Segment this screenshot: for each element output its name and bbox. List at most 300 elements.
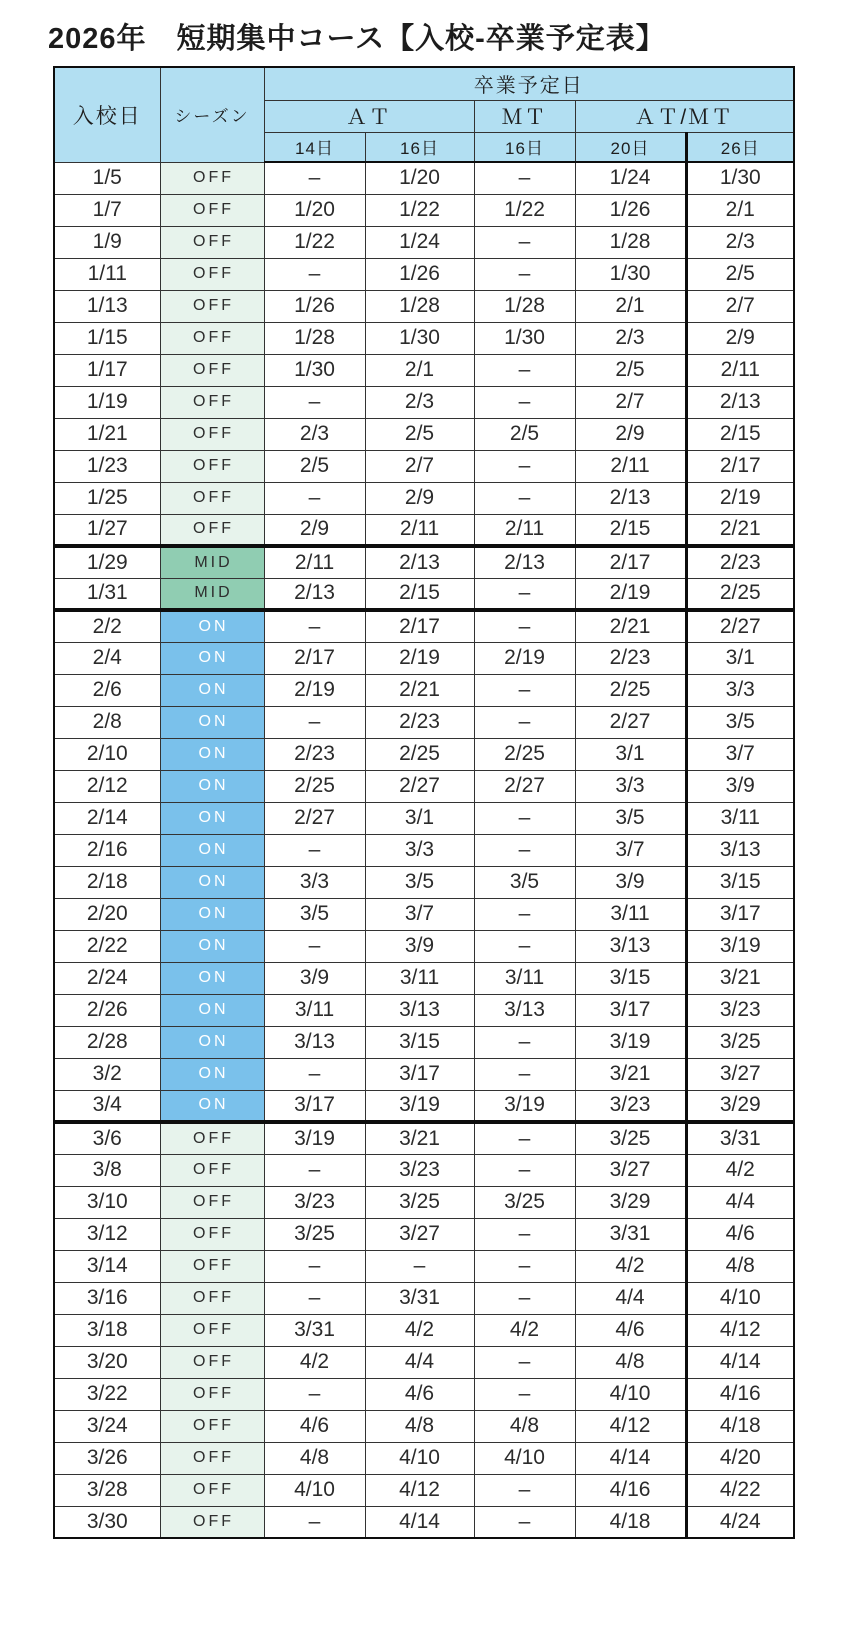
grad-date-cell: 2/3 — [365, 386, 474, 418]
grad-date-cell: – — [264, 930, 365, 962]
grad-date-cell: 2/23 — [365, 706, 474, 738]
grad-date-cell: 3/31 — [575, 1218, 686, 1250]
grad-date-cell: 2/19 — [575, 578, 686, 610]
season-cell: OFF — [160, 514, 264, 546]
grad-date-cell: 3/27 — [686, 1058, 794, 1090]
entry-date-cell: 3/6 — [54, 1122, 160, 1154]
grad-date-cell: 4/24 — [686, 1506, 794, 1538]
grad-date-cell: 2/9 — [575, 418, 686, 450]
season-cell: OFF — [160, 1154, 264, 1186]
entry-date-cell: 3/2 — [54, 1058, 160, 1090]
grad-date-cell: 3/31 — [686, 1122, 794, 1154]
grad-date-cell: 2/19 — [264, 674, 365, 706]
grad-date-cell: 3/3 — [686, 674, 794, 706]
entry-date-cell: 2/28 — [54, 1026, 160, 1058]
grad-date-cell: 1/28 — [365, 290, 474, 322]
entry-date-cell: 3/14 — [54, 1250, 160, 1282]
grad-date-cell: 4/22 — [686, 1474, 794, 1506]
schedule-row — [54, 354, 794, 386]
grad-date-cell: 4/14 — [575, 1442, 686, 1474]
grad-date-cell: 1/30 — [264, 354, 365, 386]
grad-date-cell: 2/23 — [686, 546, 794, 578]
grad-date-cell: 2/25 — [686, 578, 794, 610]
grad-date-cell: 4/12 — [365, 1474, 474, 1506]
table-body — [54, 162, 794, 1538]
grad-date-cell: 4/14 — [365, 1506, 474, 1538]
grad-date-cell: 1/20 — [365, 162, 474, 194]
grad-date-cell: 2/19 — [686, 482, 794, 514]
entry-date-cell: 3/24 — [54, 1410, 160, 1442]
grad-date-cell: 4/8 — [264, 1442, 365, 1474]
grad-date-cell: 4/8 — [474, 1410, 575, 1442]
grad-date-cell: 4/2 — [575, 1250, 686, 1282]
season-cell: OFF — [160, 450, 264, 482]
grad-date-cell: 3/3 — [365, 834, 474, 866]
grad-date-cell: 3/17 — [686, 898, 794, 930]
grad-date-cell: 2/3 — [686, 226, 794, 258]
grad-date-cell: – — [264, 1282, 365, 1314]
schedule-row — [54, 642, 794, 674]
grad-date-cell: 3/5 — [575, 802, 686, 834]
grad-date-cell: – — [474, 610, 575, 642]
grad-date-cell: 3/19 — [365, 1090, 474, 1122]
grad-date-cell: 3/5 — [264, 898, 365, 930]
schedule-row — [54, 738, 794, 770]
season-cell: OFF — [160, 322, 264, 354]
grad-date-cell: 4/18 — [575, 1506, 686, 1538]
grad-date-cell: 3/23 — [686, 994, 794, 1026]
schedule-row — [54, 1154, 794, 1186]
grad-date-cell: 3/11 — [264, 994, 365, 1026]
grad-date-cell: – — [264, 386, 365, 418]
grad-date-cell: 3/5 — [474, 866, 575, 898]
entry-date-cell: 1/29 — [54, 546, 160, 578]
season-cell: ON — [160, 1058, 264, 1090]
schedule-row — [54, 674, 794, 706]
season-cell: OFF — [160, 386, 264, 418]
grad-date-cell: 2/13 — [365, 546, 474, 578]
grad-date-cell: 2/17 — [365, 610, 474, 642]
grad-date-cell: – — [474, 482, 575, 514]
schedule-row — [54, 1314, 794, 1346]
grad-date-cell: 3/31 — [264, 1314, 365, 1346]
grad-date-cell: 2/25 — [365, 738, 474, 770]
grad-date-cell: 3/15 — [365, 1026, 474, 1058]
grad-date-cell: 4/20 — [686, 1442, 794, 1474]
grad-date-cell: 4/8 — [365, 1410, 474, 1442]
grad-date-cell: 2/13 — [686, 386, 794, 418]
col-header-at-14days: 14日 — [264, 132, 365, 162]
grad-date-cell: 3/25 — [575, 1122, 686, 1154]
grad-date-cell: 3/25 — [686, 1026, 794, 1058]
season-cell: ON — [160, 866, 264, 898]
grad-date-cell: 4/6 — [575, 1314, 686, 1346]
entry-date-cell: 2/26 — [54, 994, 160, 1026]
grad-date-cell: 2/1 — [686, 194, 794, 226]
grad-date-cell: – — [264, 1058, 365, 1090]
grad-date-cell: 4/2 — [686, 1154, 794, 1186]
grad-date-cell: 2/21 — [575, 610, 686, 642]
entry-date-cell: 2/4 — [54, 642, 160, 674]
entry-date-cell: 2/14 — [54, 802, 160, 834]
season-cell: ON — [160, 610, 264, 642]
grad-date-cell: – — [264, 1250, 365, 1282]
season-cell: ON — [160, 674, 264, 706]
entry-date-cell: 1/15 — [54, 322, 160, 354]
grad-date-cell: 2/9 — [365, 482, 474, 514]
entry-date-cell: 1/7 — [54, 194, 160, 226]
schedule-row — [54, 1346, 794, 1378]
grad-date-cell: 1/22 — [474, 194, 575, 226]
grad-date-cell: 1/30 — [474, 322, 575, 354]
entry-date-cell: 3/4 — [54, 1090, 160, 1122]
grad-date-cell: 1/26 — [264, 290, 365, 322]
col-header-atmt-20days: 20日 — [575, 132, 686, 162]
grad-date-cell: 1/24 — [575, 162, 686, 194]
grad-date-cell: 2/5 — [264, 450, 365, 482]
grad-date-cell: – — [264, 706, 365, 738]
grad-date-cell: 2/13 — [575, 482, 686, 514]
grad-date-cell: 2/5 — [365, 418, 474, 450]
grad-date-cell: 2/5 — [575, 354, 686, 386]
season-cell: OFF — [160, 354, 264, 386]
schedule-row — [54, 1442, 794, 1474]
grad-date-cell: – — [474, 1378, 575, 1410]
grad-date-cell: 1/24 — [365, 226, 474, 258]
entry-date-cell: 3/28 — [54, 1474, 160, 1506]
schedule-row — [54, 322, 794, 354]
schedule-row — [54, 802, 794, 834]
schedule-row — [54, 290, 794, 322]
grad-date-cell: 4/8 — [575, 1346, 686, 1378]
grad-date-cell: 3/15 — [575, 962, 686, 994]
page-title: 2026年 短期集中コース【入校-卒業予定表】 — [48, 23, 666, 55]
grad-date-cell: – — [474, 706, 575, 738]
grad-date-cell: 3/13 — [575, 930, 686, 962]
grad-date-cell: 3/21 — [686, 962, 794, 994]
season-cell: ON — [160, 706, 264, 738]
grad-date-cell: 1/26 — [575, 194, 686, 226]
grad-date-cell: 2/3 — [264, 418, 365, 450]
grad-date-cell: 2/11 — [365, 514, 474, 546]
grad-date-cell: 3/21 — [575, 1058, 686, 1090]
entry-date-cell: 1/19 — [54, 386, 160, 418]
grad-date-cell: 3/11 — [686, 802, 794, 834]
schedule-row — [54, 1186, 794, 1218]
grad-date-cell: – — [474, 578, 575, 610]
schedule-row — [54, 1122, 794, 1154]
grad-date-cell: 2/15 — [365, 578, 474, 610]
grad-date-cell: 4/2 — [474, 1314, 575, 1346]
grad-date-cell: 2/7 — [365, 450, 474, 482]
grad-date-cell: 4/2 — [365, 1314, 474, 1346]
grad-date-cell: – — [264, 1154, 365, 1186]
entry-date-cell: 1/21 — [54, 418, 160, 450]
grad-date-cell: 4/4 — [365, 1346, 474, 1378]
grad-date-cell: 2/25 — [264, 770, 365, 802]
schedule-row — [54, 450, 794, 482]
grad-date-cell: 3/23 — [264, 1186, 365, 1218]
grad-date-cell: – — [264, 610, 365, 642]
grad-date-cell: – — [474, 834, 575, 866]
entry-date-cell: 1/31 — [54, 578, 160, 610]
grad-date-cell: 4/10 — [575, 1378, 686, 1410]
grad-date-cell: 2/11 — [474, 514, 575, 546]
grad-date-cell: 2/11 — [575, 450, 686, 482]
grad-date-cell: – — [264, 1378, 365, 1410]
grad-date-cell: – — [474, 1026, 575, 1058]
grad-date-cell: – — [264, 834, 365, 866]
grad-date-cell: 4/12 — [575, 1410, 686, 1442]
grad-date-cell: 2/23 — [575, 642, 686, 674]
grad-date-cell: 2/27 — [264, 802, 365, 834]
grad-date-cell: 4/12 — [686, 1314, 794, 1346]
grad-date-cell: 3/11 — [365, 962, 474, 994]
grad-date-cell: 1/20 — [264, 194, 365, 226]
schedule-row — [54, 578, 794, 610]
grad-date-cell: 3/31 — [365, 1282, 474, 1314]
grad-date-cell: 3/17 — [264, 1090, 365, 1122]
grad-date-cell: 2/21 — [365, 674, 474, 706]
col-header-mt-16days: 16日 — [474, 132, 575, 162]
grad-date-cell: 2/13 — [474, 546, 575, 578]
grad-date-cell: 4/6 — [686, 1218, 794, 1250]
grad-date-cell: 2/17 — [575, 546, 686, 578]
entry-date-cell: 3/22 — [54, 1378, 160, 1410]
grad-date-cell: 2/7 — [575, 386, 686, 418]
grad-date-cell: 3/7 — [575, 834, 686, 866]
grad-date-cell: – — [474, 802, 575, 834]
grad-date-cell: 2/25 — [474, 738, 575, 770]
grad-date-cell: 2/15 — [686, 418, 794, 450]
grad-date-cell: 3/5 — [365, 866, 474, 898]
grad-date-cell: 4/16 — [686, 1378, 794, 1410]
grad-date-cell: 1/30 — [575, 258, 686, 290]
grad-date-cell: 3/17 — [575, 994, 686, 1026]
grad-date-cell: 1/22 — [264, 226, 365, 258]
schedule-row — [54, 482, 794, 514]
grad-date-cell: 2/23 — [264, 738, 365, 770]
entry-date-cell: 2/10 — [54, 738, 160, 770]
entry-date-cell: 1/25 — [54, 482, 160, 514]
grad-date-cell: – — [474, 450, 575, 482]
grad-date-cell: 3/25 — [474, 1186, 575, 1218]
season-cell: ON — [160, 962, 264, 994]
season-cell: OFF — [160, 290, 264, 322]
grad-date-cell: 3/29 — [575, 1186, 686, 1218]
entry-date-cell: 1/13 — [54, 290, 160, 322]
season-cell: OFF — [160, 1282, 264, 1314]
grad-date-cell: 2/27 — [575, 706, 686, 738]
grad-date-cell: 3/1 — [686, 642, 794, 674]
grad-date-cell: 4/10 — [365, 1442, 474, 1474]
schedule-row — [54, 514, 794, 546]
schedule-row — [54, 1218, 794, 1250]
grad-date-cell: 3/23 — [575, 1090, 686, 1122]
season-cell: ON — [160, 642, 264, 674]
season-cell: OFF — [160, 1346, 264, 1378]
graduation-schedule-table — [53, 66, 795, 1539]
grad-date-cell: – — [474, 1506, 575, 1538]
season-cell: ON — [160, 834, 264, 866]
schedule-row — [54, 1506, 794, 1538]
season-cell: OFF — [160, 1442, 264, 1474]
entry-date-cell: 1/17 — [54, 354, 160, 386]
entry-date-cell: 1/23 — [54, 450, 160, 482]
grad-date-cell: 3/1 — [575, 738, 686, 770]
entry-date-cell: 3/30 — [54, 1506, 160, 1538]
season-cell: ON — [160, 994, 264, 1026]
grad-date-cell: 4/10 — [474, 1442, 575, 1474]
grad-date-cell: 1/28 — [575, 226, 686, 258]
season-cell: ON — [160, 1090, 264, 1122]
schedule-row — [54, 866, 794, 898]
grad-date-cell: – — [474, 674, 575, 706]
grad-date-cell: 3/9 — [365, 930, 474, 962]
season-cell: OFF — [160, 1314, 264, 1346]
entry-date-cell: 2/12 — [54, 770, 160, 802]
grad-date-cell: – — [474, 1250, 575, 1282]
season-cell: OFF — [160, 1250, 264, 1282]
col-header-season: シーズン — [160, 67, 264, 162]
schedule-row — [54, 418, 794, 450]
grad-date-cell: 3/7 — [686, 738, 794, 770]
schedule-row — [54, 258, 794, 290]
season-cell: ON — [160, 770, 264, 802]
season-cell: OFF — [160, 162, 264, 194]
grad-date-cell: – — [474, 258, 575, 290]
season-cell: ON — [160, 802, 264, 834]
col-group-at: ＡＴ — [264, 100, 474, 132]
grad-date-cell: – — [474, 162, 575, 194]
grad-date-cell: – — [474, 930, 575, 962]
grad-date-cell: 4/16 — [575, 1474, 686, 1506]
grad-date-cell: 1/30 — [686, 162, 794, 194]
entry-date-cell: 3/16 — [54, 1282, 160, 1314]
grad-date-cell: – — [264, 258, 365, 290]
grad-date-cell: 4/14 — [686, 1346, 794, 1378]
season-cell: OFF — [160, 1410, 264, 1442]
grad-date-cell: 2/27 — [686, 610, 794, 642]
schedule-row — [54, 610, 794, 642]
schedule-row — [54, 386, 794, 418]
schedule-row — [54, 770, 794, 802]
grad-date-cell: – — [474, 898, 575, 930]
grad-date-cell: 3/27 — [575, 1154, 686, 1186]
schedule-row — [54, 1474, 794, 1506]
entry-date-cell: 2/16 — [54, 834, 160, 866]
grad-date-cell: 1/26 — [365, 258, 474, 290]
grad-date-cell: 2/11 — [264, 546, 365, 578]
grad-date-cell: 2/11 — [686, 354, 794, 386]
grad-date-cell: 1/28 — [264, 322, 365, 354]
grad-date-cell: 3/21 — [365, 1122, 474, 1154]
grad-date-cell: 2/17 — [686, 450, 794, 482]
grad-date-cell: 2/27 — [474, 770, 575, 802]
col-header-atmt-26days: 26日 — [686, 132, 794, 162]
grad-date-cell: 3/13 — [365, 994, 474, 1026]
grad-date-cell: – — [474, 1154, 575, 1186]
entry-date-cell: 3/20 — [54, 1346, 160, 1378]
grad-date-cell: 3/15 — [686, 866, 794, 898]
grad-date-cell: 2/25 — [575, 674, 686, 706]
entry-date-cell: 3/12 — [54, 1218, 160, 1250]
grad-date-cell: 4/10 — [686, 1282, 794, 1314]
season-cell: OFF — [160, 418, 264, 450]
grad-date-cell: 3/19 — [575, 1026, 686, 1058]
grad-date-cell: 1/30 — [365, 322, 474, 354]
entry-date-cell: 1/9 — [54, 226, 160, 258]
grad-date-cell: 4/4 — [686, 1186, 794, 1218]
schedule-row — [54, 962, 794, 994]
season-cell: OFF — [160, 1122, 264, 1154]
grad-date-cell: 3/19 — [264, 1122, 365, 1154]
grad-date-cell: 2/5 — [474, 418, 575, 450]
grad-date-cell: 2/19 — [474, 642, 575, 674]
grad-date-cell: 2/5 — [686, 258, 794, 290]
schedule-row — [54, 706, 794, 738]
grad-date-cell: 3/1 — [365, 802, 474, 834]
grad-date-cell: 3/13 — [264, 1026, 365, 1058]
season-cell: OFF — [160, 226, 264, 258]
grad-date-cell: 3/5 — [686, 706, 794, 738]
col-group-at-mt: ＡＴ/ＭＴ — [575, 100, 794, 132]
grad-date-cell: 2/9 — [686, 322, 794, 354]
col-header-entry-date: 入校日 — [54, 67, 160, 162]
schedule-row — [54, 1410, 794, 1442]
grad-date-cell: – — [474, 386, 575, 418]
season-cell: ON — [160, 930, 264, 962]
grad-date-cell: – — [474, 1282, 575, 1314]
grad-date-cell: – — [474, 354, 575, 386]
schedule-row — [54, 1282, 794, 1314]
schedule-row — [54, 162, 794, 194]
grad-date-cell: 1/22 — [365, 194, 474, 226]
schedule-row — [54, 546, 794, 578]
season-cell: OFF — [160, 1506, 264, 1538]
schedule-row — [54, 1250, 794, 1282]
grad-date-cell: 3/7 — [365, 898, 474, 930]
entry-date-cell: 2/20 — [54, 898, 160, 930]
season-cell: OFF — [160, 1474, 264, 1506]
schedule-row — [54, 226, 794, 258]
grad-date-cell: 4/2 — [264, 1346, 365, 1378]
grad-date-cell: 3/13 — [474, 994, 575, 1026]
grad-date-cell: 3/17 — [365, 1058, 474, 1090]
entry-date-cell: 3/8 — [54, 1154, 160, 1186]
grad-date-cell: 3/25 — [365, 1186, 474, 1218]
grad-date-cell: 1/28 — [474, 290, 575, 322]
grad-date-cell: – — [264, 482, 365, 514]
table-header — [54, 67, 794, 162]
entry-date-cell: 2/8 — [54, 706, 160, 738]
season-cell: ON — [160, 1026, 264, 1058]
grad-date-cell: 2/13 — [264, 578, 365, 610]
grad-date-cell: 3/11 — [575, 898, 686, 930]
grad-date-cell: 4/18 — [686, 1410, 794, 1442]
season-cell: OFF — [160, 1378, 264, 1410]
season-cell: OFF — [160, 482, 264, 514]
grad-date-cell: – — [264, 162, 365, 194]
grad-date-cell: – — [474, 1474, 575, 1506]
col-header-at-16days: 16日 — [365, 132, 474, 162]
grad-date-cell: 4/6 — [264, 1410, 365, 1442]
season-cell: ON — [160, 898, 264, 930]
grad-date-cell: 4/10 — [264, 1474, 365, 1506]
entry-date-cell: 1/27 — [54, 514, 160, 546]
grad-date-cell: 2/9 — [264, 514, 365, 546]
grad-date-cell: 3/27 — [365, 1218, 474, 1250]
